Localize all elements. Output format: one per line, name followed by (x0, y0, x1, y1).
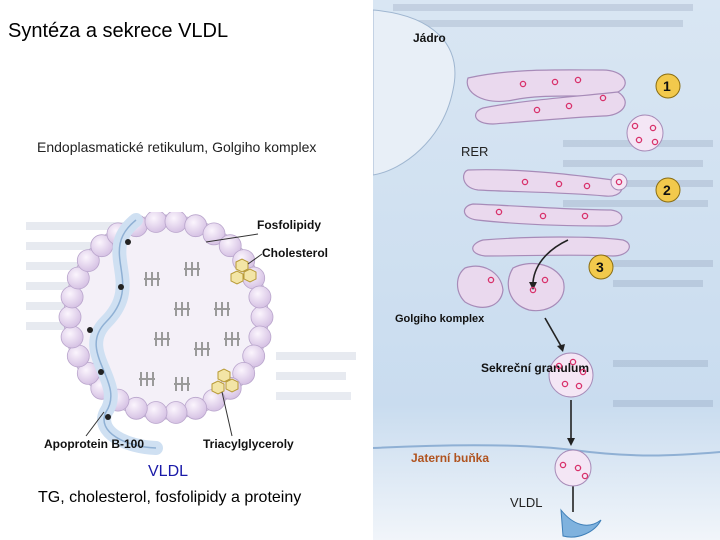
rer-vesicle (627, 115, 663, 151)
triacylglycerol-glyph (224, 332, 240, 346)
step-1: 1 (663, 78, 671, 94)
label-cholesterol: Cholesterol (262, 246, 329, 260)
triacylglycerol-glyph (214, 302, 230, 316)
triacylglycerol-glyph (174, 302, 190, 316)
label-liver-cell: Jaterní buňka (411, 451, 490, 465)
exiting-vesicle (555, 450, 591, 486)
vldl-particle-figure (26, 212, 366, 456)
label-golgi: Golgiho komplex (395, 313, 485, 325)
triacylglycerol-glyph (184, 262, 200, 276)
phospholipid-head (249, 286, 271, 308)
label-phospholipids: Fosfolipidy (257, 218, 321, 232)
step-3: 3 (596, 259, 604, 275)
caption-composition: TG, cholesterol, fosfolipidy a proteiny (38, 489, 302, 506)
triacylglycerol-glyph (144, 272, 160, 286)
triacylglycerol-glyph (154, 332, 170, 346)
phospholipid-head (61, 326, 83, 348)
phospholipid-head (185, 397, 207, 419)
label-triacylglycerols: Triacylglyceroly (203, 437, 294, 451)
label-nucleus: Jádro (413, 31, 446, 45)
rer-vesicle-small (611, 174, 627, 190)
hepatocyte-figure (373, 0, 720, 540)
phospholipid-head (59, 306, 81, 328)
triacylglycerol-glyph (174, 377, 190, 391)
step-2: 2 (663, 182, 671, 198)
slide-subtitle: Endoplasmatické retikulum, Golgiho komplex (37, 139, 317, 155)
caption-vldl: VLDL (148, 463, 189, 480)
label-vldl-secreted: VLDL (510, 495, 543, 510)
label-secretory-granule: Sekreční granulum (481, 361, 590, 375)
phospholipid-head (165, 402, 187, 424)
label-apoprotein: Apoprotein B-100 (44, 437, 145, 451)
phospholipid-head (145, 212, 167, 233)
phospholipid-head (165, 212, 187, 233)
triacylglycerol-glyph (194, 342, 210, 356)
phospholipid-head (251, 306, 273, 328)
label-rer: RER (461, 144, 489, 159)
slide-title: Syntéza a sekrece VLDL (8, 20, 229, 42)
phospholipid-head (145, 402, 167, 424)
triacylglycerol-glyph (139, 372, 155, 386)
